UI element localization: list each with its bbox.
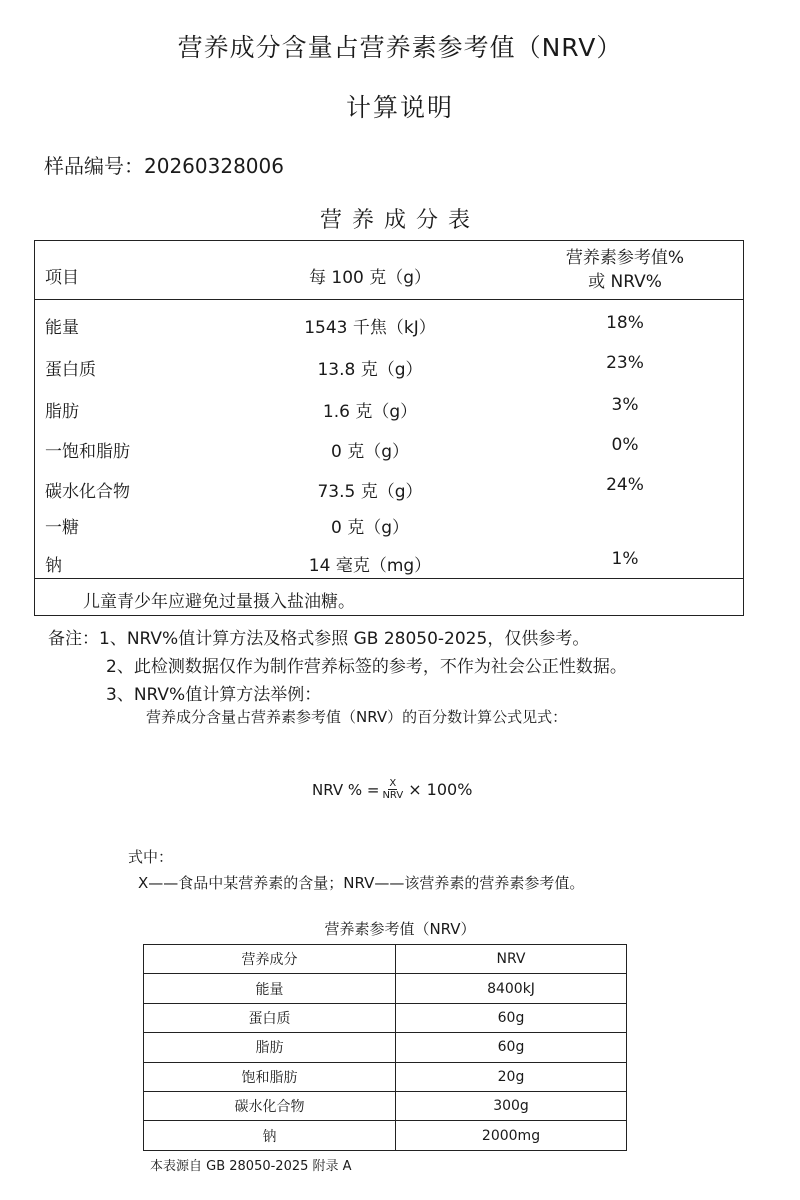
row-nrv: 0%: [611, 435, 639, 455]
nutrient-nrv: 20g: [396, 1062, 627, 1091]
nutrient-name: 碳水化合物: [144, 1091, 396, 1120]
nutrient-nrv: 8400kJ: [396, 974, 627, 1003]
sample-number-line: [44, 150, 284, 179]
where-label: 式中：: [128, 848, 174, 866]
table-row: [144, 1033, 627, 1062]
nutrition-table: [34, 240, 744, 616]
row-nrv: 24%: [606, 475, 644, 495]
nutrient-nrv: 300g: [396, 1091, 627, 1120]
nutrient-nrv: 60g: [396, 1033, 627, 1062]
table-row: [144, 1121, 627, 1150]
row-amount: 13.8 克（g）: [317, 360, 423, 380]
table-row: [144, 1003, 627, 1032]
row-item: 一饱和脂肪: [45, 442, 130, 462]
footer-divider: [35, 578, 743, 579]
row-item: 一糖: [45, 518, 79, 538]
nutrient-nrv: 60g: [396, 1003, 627, 1032]
note-label: 备注：: [48, 629, 99, 649]
reference-table: [143, 944, 627, 1151]
header-nrv-line2: 或 NRV%: [588, 272, 662, 292]
nrv-formula: [312, 778, 472, 801]
note-1: 1、NRV%值计算方法及格式参照 GB 28050-2025，仅供参考。: [99, 629, 590, 649]
formula-rhs: × 100%: [408, 780, 473, 799]
row-item: 碳水化合物: [45, 482, 130, 502]
row-amount: 14 毫克（mg）: [308, 556, 432, 576]
row-amount: 0 克（g）: [330, 518, 409, 538]
row-item: 蛋白质: [45, 360, 96, 380]
sample-number-label: 样品编号：: [44, 154, 144, 178]
page-subtitle: 计算说明: [345, 93, 454, 122]
note-line-1: [48, 624, 589, 649]
nutrient-name: 能量: [144, 974, 396, 1003]
formula-lhs: NRV % =: [312, 780, 380, 799]
row-item: 钠: [45, 556, 62, 576]
row-item: 脂肪: [45, 402, 79, 422]
header-item: 项目: [45, 268, 79, 288]
row-amount: 73.5 克（g）: [317, 482, 423, 502]
nutrient-name: 蛋白质: [144, 1003, 396, 1032]
where-definition: X——食品中某营养素的含量；NRV——该营养素的营养素参考值。: [138, 874, 585, 892]
sample-number-value: 20260328006: [144, 154, 284, 178]
reference-table-title: 营养素参考值（NRV）: [324, 920, 476, 938]
table-row: [144, 1062, 627, 1091]
header-divider: [35, 299, 743, 300]
nutrient-name: 脂肪: [144, 1033, 396, 1062]
row-nrv: 23%: [606, 353, 644, 373]
nutrient-name: 饱和脂肪: [144, 1062, 396, 1091]
note-2: 2、此检测数据仅作为制作营养标签的参考，不作为社会公正性数据。: [106, 657, 627, 677]
row-amount: 1.6 克（g）: [322, 402, 418, 422]
nutrient-nrv: 2000mg: [396, 1121, 627, 1150]
nutrition-table-title: 营养成分表: [319, 208, 480, 233]
formula-intro: 营养成分含量占营养素参考值（NRV）的百分数计算公式见式：: [146, 708, 568, 726]
reference-source: 本表源自 GB 28050-2025 附录 A: [150, 1159, 352, 1174]
table-footer-advice: 儿童青少年应避免过量摄入盐油糖。: [83, 592, 355, 612]
table-row: [144, 974, 627, 1003]
table-row: [144, 1091, 627, 1120]
header-per100: 每 100 克（g）: [308, 268, 432, 288]
header-nutrient: 营养成分: [144, 945, 396, 974]
row-item: 能量: [45, 318, 79, 338]
header-nrv-line1: 营养素参考值%: [565, 248, 685, 268]
page-title: 营养成分含量占营养素参考值（NRV）: [177, 33, 623, 62]
table-row: [144, 945, 627, 974]
row-amount: 1543 千焦（kJ）: [304, 318, 436, 338]
note-3: 3、NRV%值计算方法举例：: [106, 685, 322, 705]
row-nrv: 1%: [611, 549, 639, 569]
row-nrv: 18%: [606, 313, 644, 333]
header-nrv: NRV: [396, 945, 627, 974]
formula-fraction: [381, 778, 404, 801]
formula-numerator: X: [389, 778, 397, 789]
nutrient-name: 钠: [144, 1121, 396, 1150]
row-amount: 0 克（g）: [330, 442, 409, 462]
formula-denominator: NRV: [382, 790, 404, 801]
row-nrv: 3%: [611, 395, 639, 415]
